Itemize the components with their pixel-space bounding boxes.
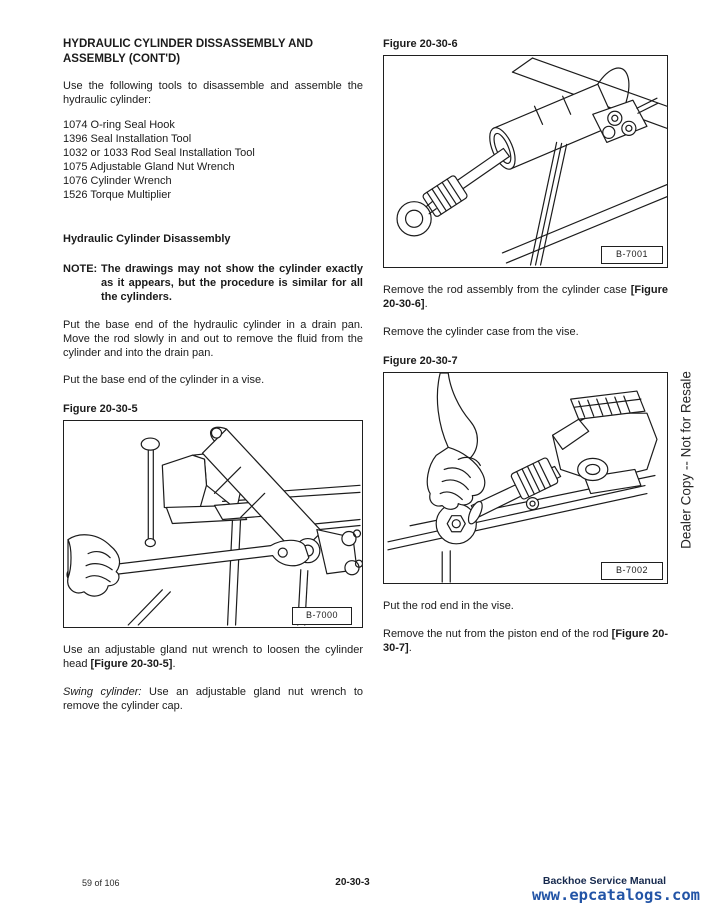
tool-item: 1396 Seal Installation Tool <box>63 133 192 145</box>
footer-section-page: 20-30-3 <box>335 877 370 888</box>
figure-5-reference: [Figure 20-30-5] <box>90 658 173 670</box>
figure-7-code: B-7002 <box>601 562 663 580</box>
figure-5-illustration-wrench-on-cylinder <box>64 421 362 627</box>
paragraph-swing-text: Use an adjustable gland nut wrench to remove the cylinder cap. <box>63 686 363 712</box>
tool-item: 1076 Cylinder Wrench <box>63 175 172 187</box>
figure-7-label: Figure 20-30-7 <box>383 355 458 367</box>
left-column <box>63 37 363 713</box>
dealer-copy-watermark: Dealer Copy -- Not for Resale <box>678 371 694 549</box>
subsection-heading: Hydraulic Cylinder Disassembly <box>63 233 231 245</box>
right-column <box>383 37 668 655</box>
paragraph-rod-end: Put the rod end in the vise. <box>383 600 514 612</box>
paragraph-remove-rod-period: . <box>424 298 428 310</box>
figure-7-reference: [Figure 20-30-7] <box>383 628 669 654</box>
tool-item: 1075 Adjustable Gland Nut Wrench <box>63 161 235 173</box>
footer-manual-name: Backhoe Service Manual <box>542 875 666 887</box>
tool-item: 1526 Torque Multiplier <box>63 189 172 201</box>
figure-5-code: B-7000 <box>292 607 352 625</box>
figure-6-label: Figure 20-30-6 <box>383 38 458 50</box>
tool-list <box>63 118 363 202</box>
footer-page-indicator: 59 of 106 <box>82 878 120 888</box>
figure-6-code: B-7001 <box>601 246 663 264</box>
paragraph-loosen-text: Use an adjustable gland nut wrench to loosen the cylinder head <box>63 644 363 670</box>
figure-6 <box>383 55 668 268</box>
swing-cylinder-term: Swing cylinder: <box>63 686 142 698</box>
figure-6-reference: [Figure 20-30-6] <box>383 284 668 310</box>
paragraph-remove-case: Remove the cylinder case from the vise. <box>383 326 579 338</box>
figure-7 <box>383 372 668 584</box>
paragraph-remove-nut <box>383 627 668 655</box>
paragraph-drain-pan: Put the base end of the hydraulic cylinder in a drain pan. Move the rod slowly in and out to remove the fluid from the cylinder and into the drain pan. <box>63 319 363 359</box>
paragraph-loosen-head <box>63 643 363 671</box>
paragraph-remove-rod-text: Remove the rod assembly from the cylinder case <box>383 284 631 296</box>
figure-5 <box>63 420 363 628</box>
figure-7-illustration-rod-in-vise <box>384 373 667 583</box>
intro-paragraph: Use the following tools to disassemble and assemble the hydraulic cylinder: <box>63 80 363 106</box>
note-block <box>63 262 363 304</box>
footer-website-link[interactable]: www.epcatalogs.com <box>532 886 700 904</box>
paragraph-remove-nut-text: Remove the nut from the piston end of the rod <box>383 628 612 640</box>
note-text: The drawings may not show the cylinder exactly as it appears, but the procedure is similar for all the cylinders. <box>101 263 363 303</box>
paragraph-remove-rod <box>383 283 668 311</box>
paragraph-vise: Put the base end of the cylinder in a vise. <box>63 374 265 386</box>
paragraph-swing-cylinder <box>63 685 363 713</box>
section-heading: HYDRAULIC CYLINDER DISSASSEMBLY AND ASSEMBLY (CONT'D) <box>63 38 314 65</box>
tool-item: 1032 or 1033 Rod Seal Installation Tool <box>63 147 255 159</box>
figure-6-illustration-rod-assembly-removal <box>384 56 667 267</box>
tool-item: 1074 O-ring Seal Hook <box>63 119 175 131</box>
note-label: NOTE: <box>63 263 98 275</box>
figure-5-label: Figure 20-30-5 <box>63 403 138 415</box>
paragraph-remove-nut-period: . <box>408 642 412 654</box>
paragraph-loosen-period: . <box>172 658 176 670</box>
